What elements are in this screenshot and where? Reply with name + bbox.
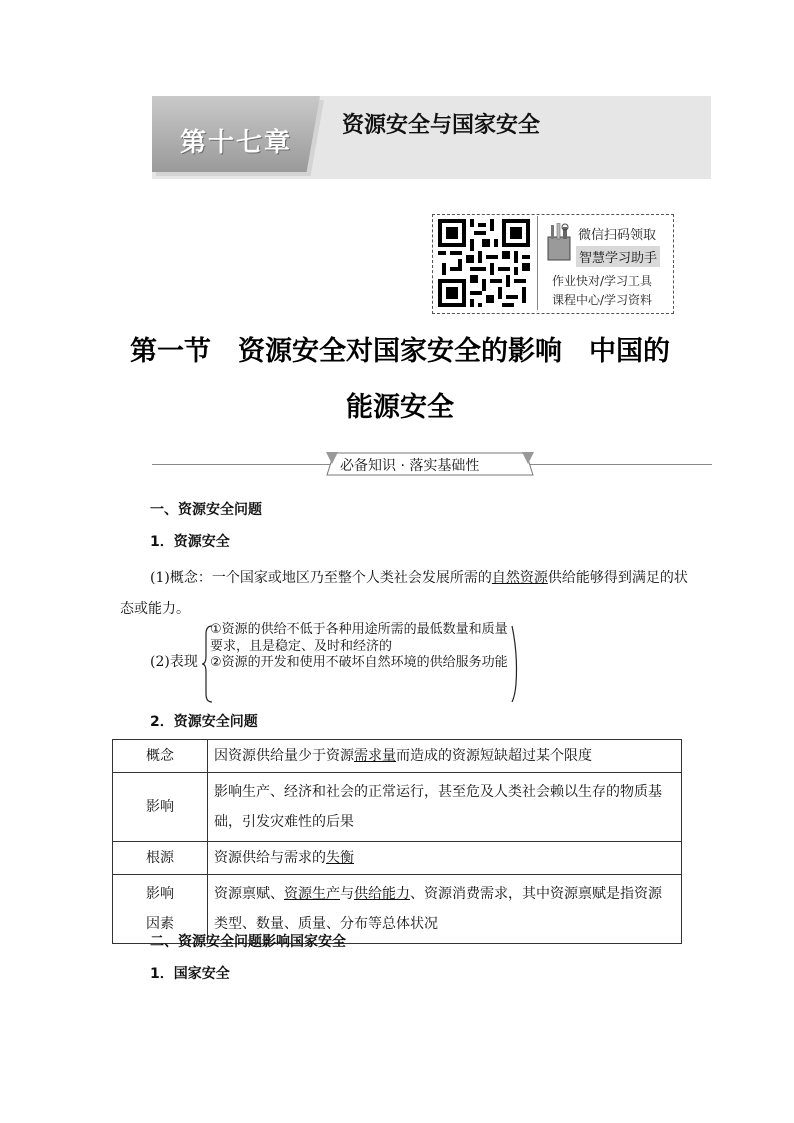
section-title: 第一节 资源安全对国家安全的影响 中国的能源安全 (130, 336, 670, 423)
expression-item-1: ①资源的供给不低于各种用途所需的最低数量和质量要求，且是稳定、及时和经济的 (210, 622, 508, 654)
part1-sub2: 2．资源安全问题 (150, 714, 258, 730)
qr-separator (537, 216, 538, 310)
cell-text: 资源供给与需求的 (214, 850, 326, 866)
expression-label: (2)表现 (150, 654, 198, 670)
cell-text: 与 (340, 886, 354, 902)
expression-item-2: ②资源的开发和使用不破坏自然环境的供给服务功能 (210, 655, 508, 670)
cell-keyword: 失衡 (326, 850, 354, 866)
banner-text: 必备知识 · 落实基础性 (340, 458, 480, 474)
concept-keyword: 自然资源 (491, 570, 548, 586)
cell-text: 资源禀赋、 (214, 886, 284, 902)
expression-list (210, 622, 516, 672)
table-row (113, 773, 682, 842)
qr-promo-line3: 作业快对/学习工具 (552, 274, 653, 288)
cell-text: 因资源供给量少于资源 (214, 748, 354, 764)
table-row (113, 842, 682, 875)
qr-code-icon[interactable] (438, 219, 530, 307)
table-key-concept: 概念 (113, 740, 208, 773)
cell-text: 影响 (146, 886, 174, 902)
concept-suffix: 供给能够得到满足的状态或能力。 (120, 570, 688, 617)
chapter-number: 第十七章 (180, 128, 293, 158)
table-value-concept (208, 740, 682, 773)
cell-keyword: 需求量 (354, 748, 396, 764)
cell-text: 而造成的资源短缺超过某个限度 (396, 748, 592, 764)
right-bracket (510, 624, 520, 704)
qr-promo-line2: 智慧学习助手 (576, 246, 660, 267)
table-row (113, 740, 682, 773)
cell-keyword: 资源生产 (284, 886, 340, 902)
table-value-impact: 影响生产、经济和社会的正常运行，甚至危及人类社会赖以生存的物质基础，引发灾难性的后果 (208, 773, 682, 842)
qr-promo-line1: 微信扫码领取 (578, 228, 657, 243)
concept-prefix: (1)概念：一个国家或地区乃至整个人类社会发展所需的 (150, 570, 492, 586)
pencil-cup-icon (545, 223, 573, 261)
table-key-impact: 影响 (113, 773, 208, 842)
part2-sub1: 1．国家安全 (150, 966, 230, 982)
cell-keyword: 供给能力 (354, 886, 410, 902)
table-key-root: 根源 (113, 842, 208, 875)
resource-security-table (112, 739, 682, 944)
part2-heading: 二、资源安全问题影响国家安全 (150, 934, 346, 950)
qr-promo-line4: 课程中心/学习资料 (552, 293, 653, 307)
chapter-title: 资源安全与国家安全 (342, 112, 541, 138)
cell-text: 、资源消费需求，其中资源禀赋是指资源类型、数量、质量、分布等总体状况 (214, 886, 662, 932)
cell-text: 因素 (146, 916, 174, 932)
part1-heading: 一、资源安全问题 (150, 502, 262, 518)
part1-sub1: 1．资源安全 (150, 534, 230, 550)
table-value-root (208, 842, 682, 875)
concept-paragraph (120, 563, 690, 625)
